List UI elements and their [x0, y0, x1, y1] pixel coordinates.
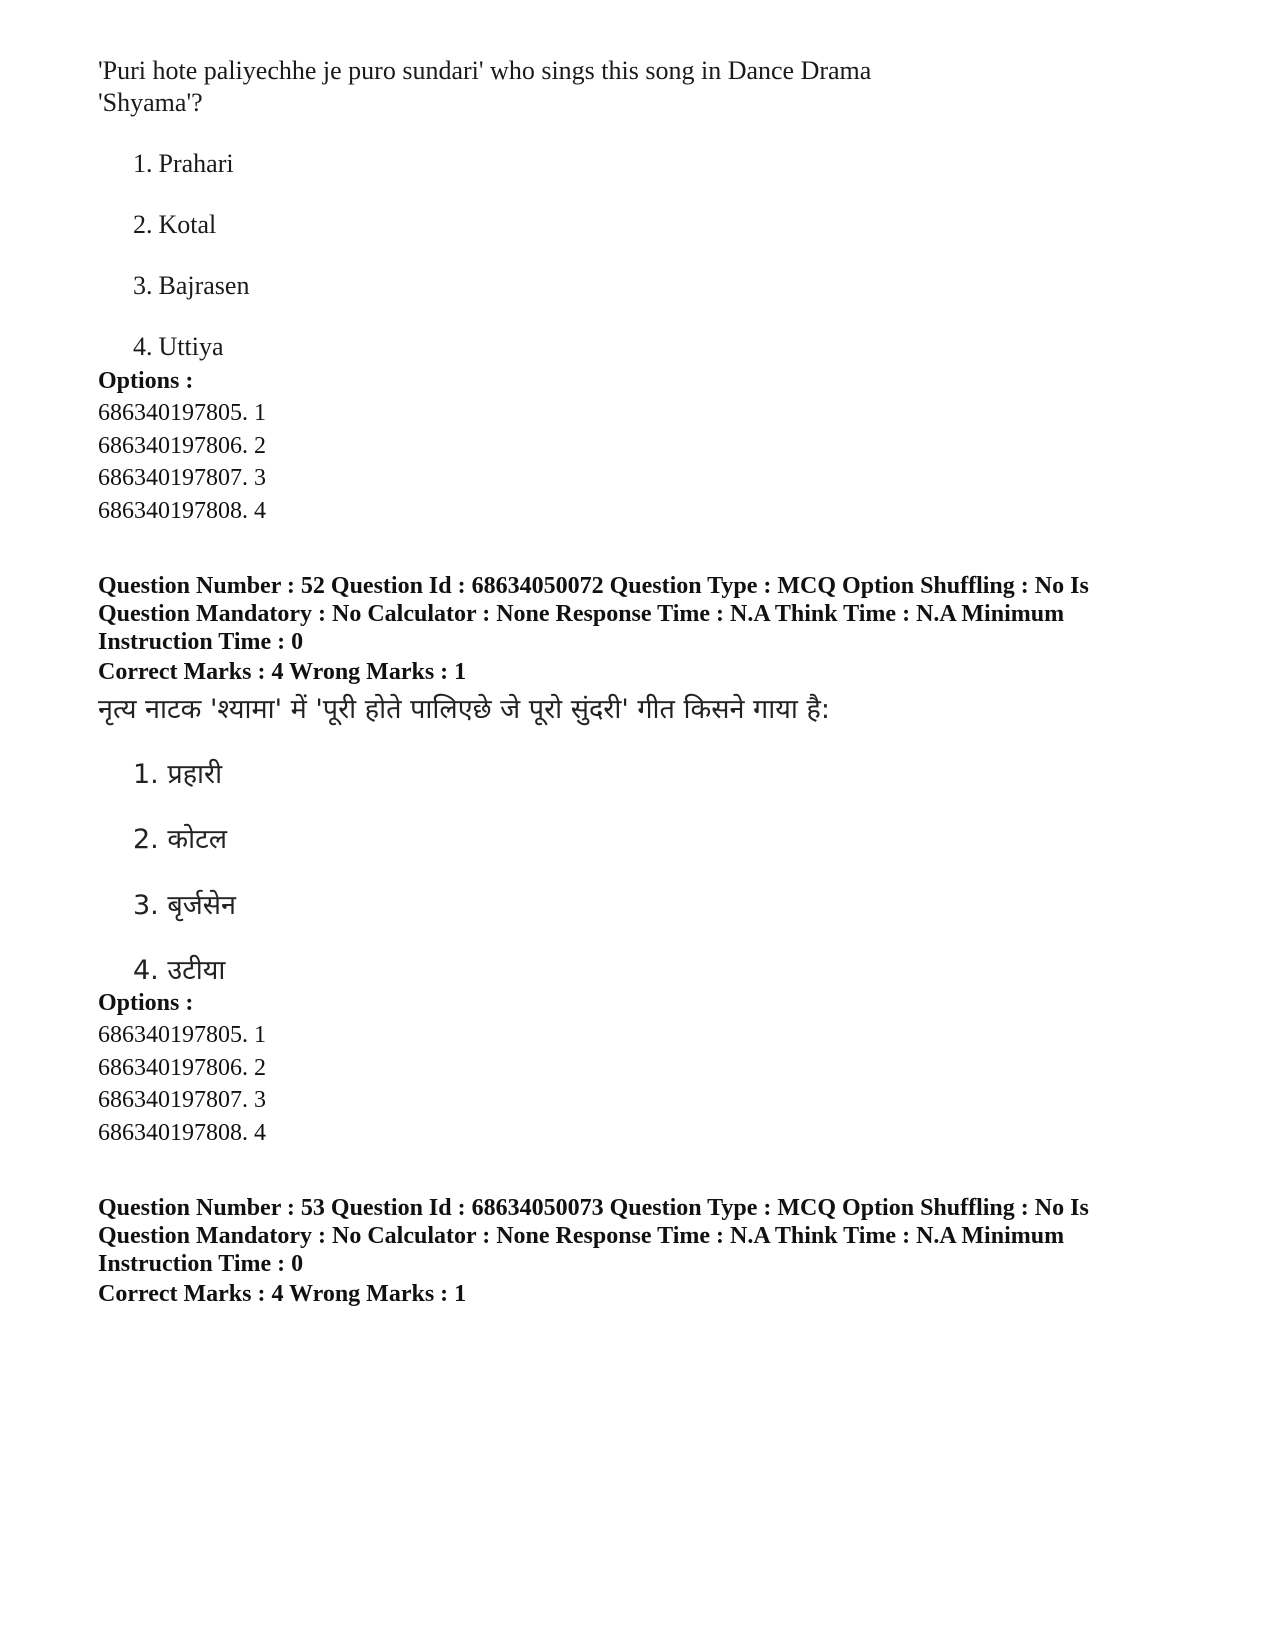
- question-52-meta-line1: Question Number : 52 Question Id : 68634050072 Question Type : MCQ Option Shuffling : No Is: [98, 573, 1089, 599]
- question-52-option-row: 686340197805. 1: [98, 1022, 266, 1048]
- question-52-choice-1: [133, 757, 222, 793]
- question-52-meta-line3: Instruction Time : 0: [98, 629, 304, 655]
- choice-number: 1.: [133, 149, 153, 178]
- question-51-option-row: 686340197808. 4: [98, 498, 266, 524]
- question-52-choice-3: [133, 888, 236, 924]
- choice-number: 1.: [133, 759, 159, 790]
- choice-number: 3.: [133, 890, 159, 921]
- choice-label: Uttiya: [158, 332, 224, 361]
- choice-number: 3.: [133, 271, 153, 300]
- choice-number: 2.: [133, 210, 153, 239]
- choice-label: उटीया: [167, 955, 226, 986]
- question-52-meta-line2: Question Mandatory : No Calculator : None Response Time : N.A Think Time : N.A Minimum: [98, 601, 1065, 627]
- question-52-options-heading: Options :: [98, 990, 194, 1016]
- question-53-meta-line3: Instruction Time : 0: [98, 1251, 304, 1277]
- question-52-option-row: 686340197808. 4: [98, 1120, 266, 1146]
- question-52-choice-4: [133, 953, 225, 989]
- choice-number: 4.: [133, 955, 159, 986]
- question-51-text-line1: 'Puri hote paliyechhe je puro sundari' who sings this song in Dance Drama: [98, 56, 872, 85]
- question-53-meta-line1: Question Number : 53 Question Id : 68634050073 Question Type : MCQ Option Shuffling : No Is: [98, 1195, 1089, 1221]
- question-51-text-line2: 'Shyama'?: [98, 88, 203, 117]
- question-52-marks: Correct Marks : 4 Wrong Marks : 1: [98, 659, 467, 685]
- question-51-choice-2: [133, 209, 216, 241]
- question-52-option-row: 686340197806. 2: [98, 1055, 266, 1081]
- question-53-meta: [98, 1194, 1138, 1278]
- choice-label: कोटल: [167, 824, 228, 855]
- choice-label: बृर्जसेन: [167, 890, 237, 921]
- choice-label: Kotal: [158, 210, 217, 239]
- question-53-marks: Correct Marks : 4 Wrong Marks : 1: [98, 1281, 467, 1307]
- choice-label: प्रहारी: [167, 759, 223, 790]
- question-51-choice-4: [133, 331, 224, 363]
- choice-label: Prahari: [158, 149, 234, 178]
- question-51-options-heading: Options :: [98, 368, 194, 394]
- question-53-meta-line2: Question Mandatory : No Calculator : None Response Time : N.A Think Time : N.A Minimum: [98, 1223, 1065, 1249]
- question-52-choice-2: [133, 822, 227, 858]
- question-51-option-row: 686340197805. 1: [98, 400, 266, 426]
- choice-label: Bajrasen: [158, 271, 250, 300]
- question-52-meta: [98, 572, 1138, 656]
- question-52-option-row: 686340197807. 3: [98, 1087, 266, 1113]
- question-51-choice-3: [133, 270, 249, 302]
- choice-number: 4.: [133, 332, 153, 361]
- question-52-text: नृत्य नाटक 'श्यामा' में 'पूरी होते पालिएछे जे पूरो सुंदरी' गीत किसने गाया है:: [98, 694, 830, 725]
- question-51-text: [98, 55, 958, 119]
- choice-number: 2.: [133, 824, 159, 855]
- question-51-option-row: 686340197806. 2: [98, 433, 266, 459]
- question-51-option-row: 686340197807. 3: [98, 465, 266, 491]
- question-51-choice-1: [133, 148, 234, 180]
